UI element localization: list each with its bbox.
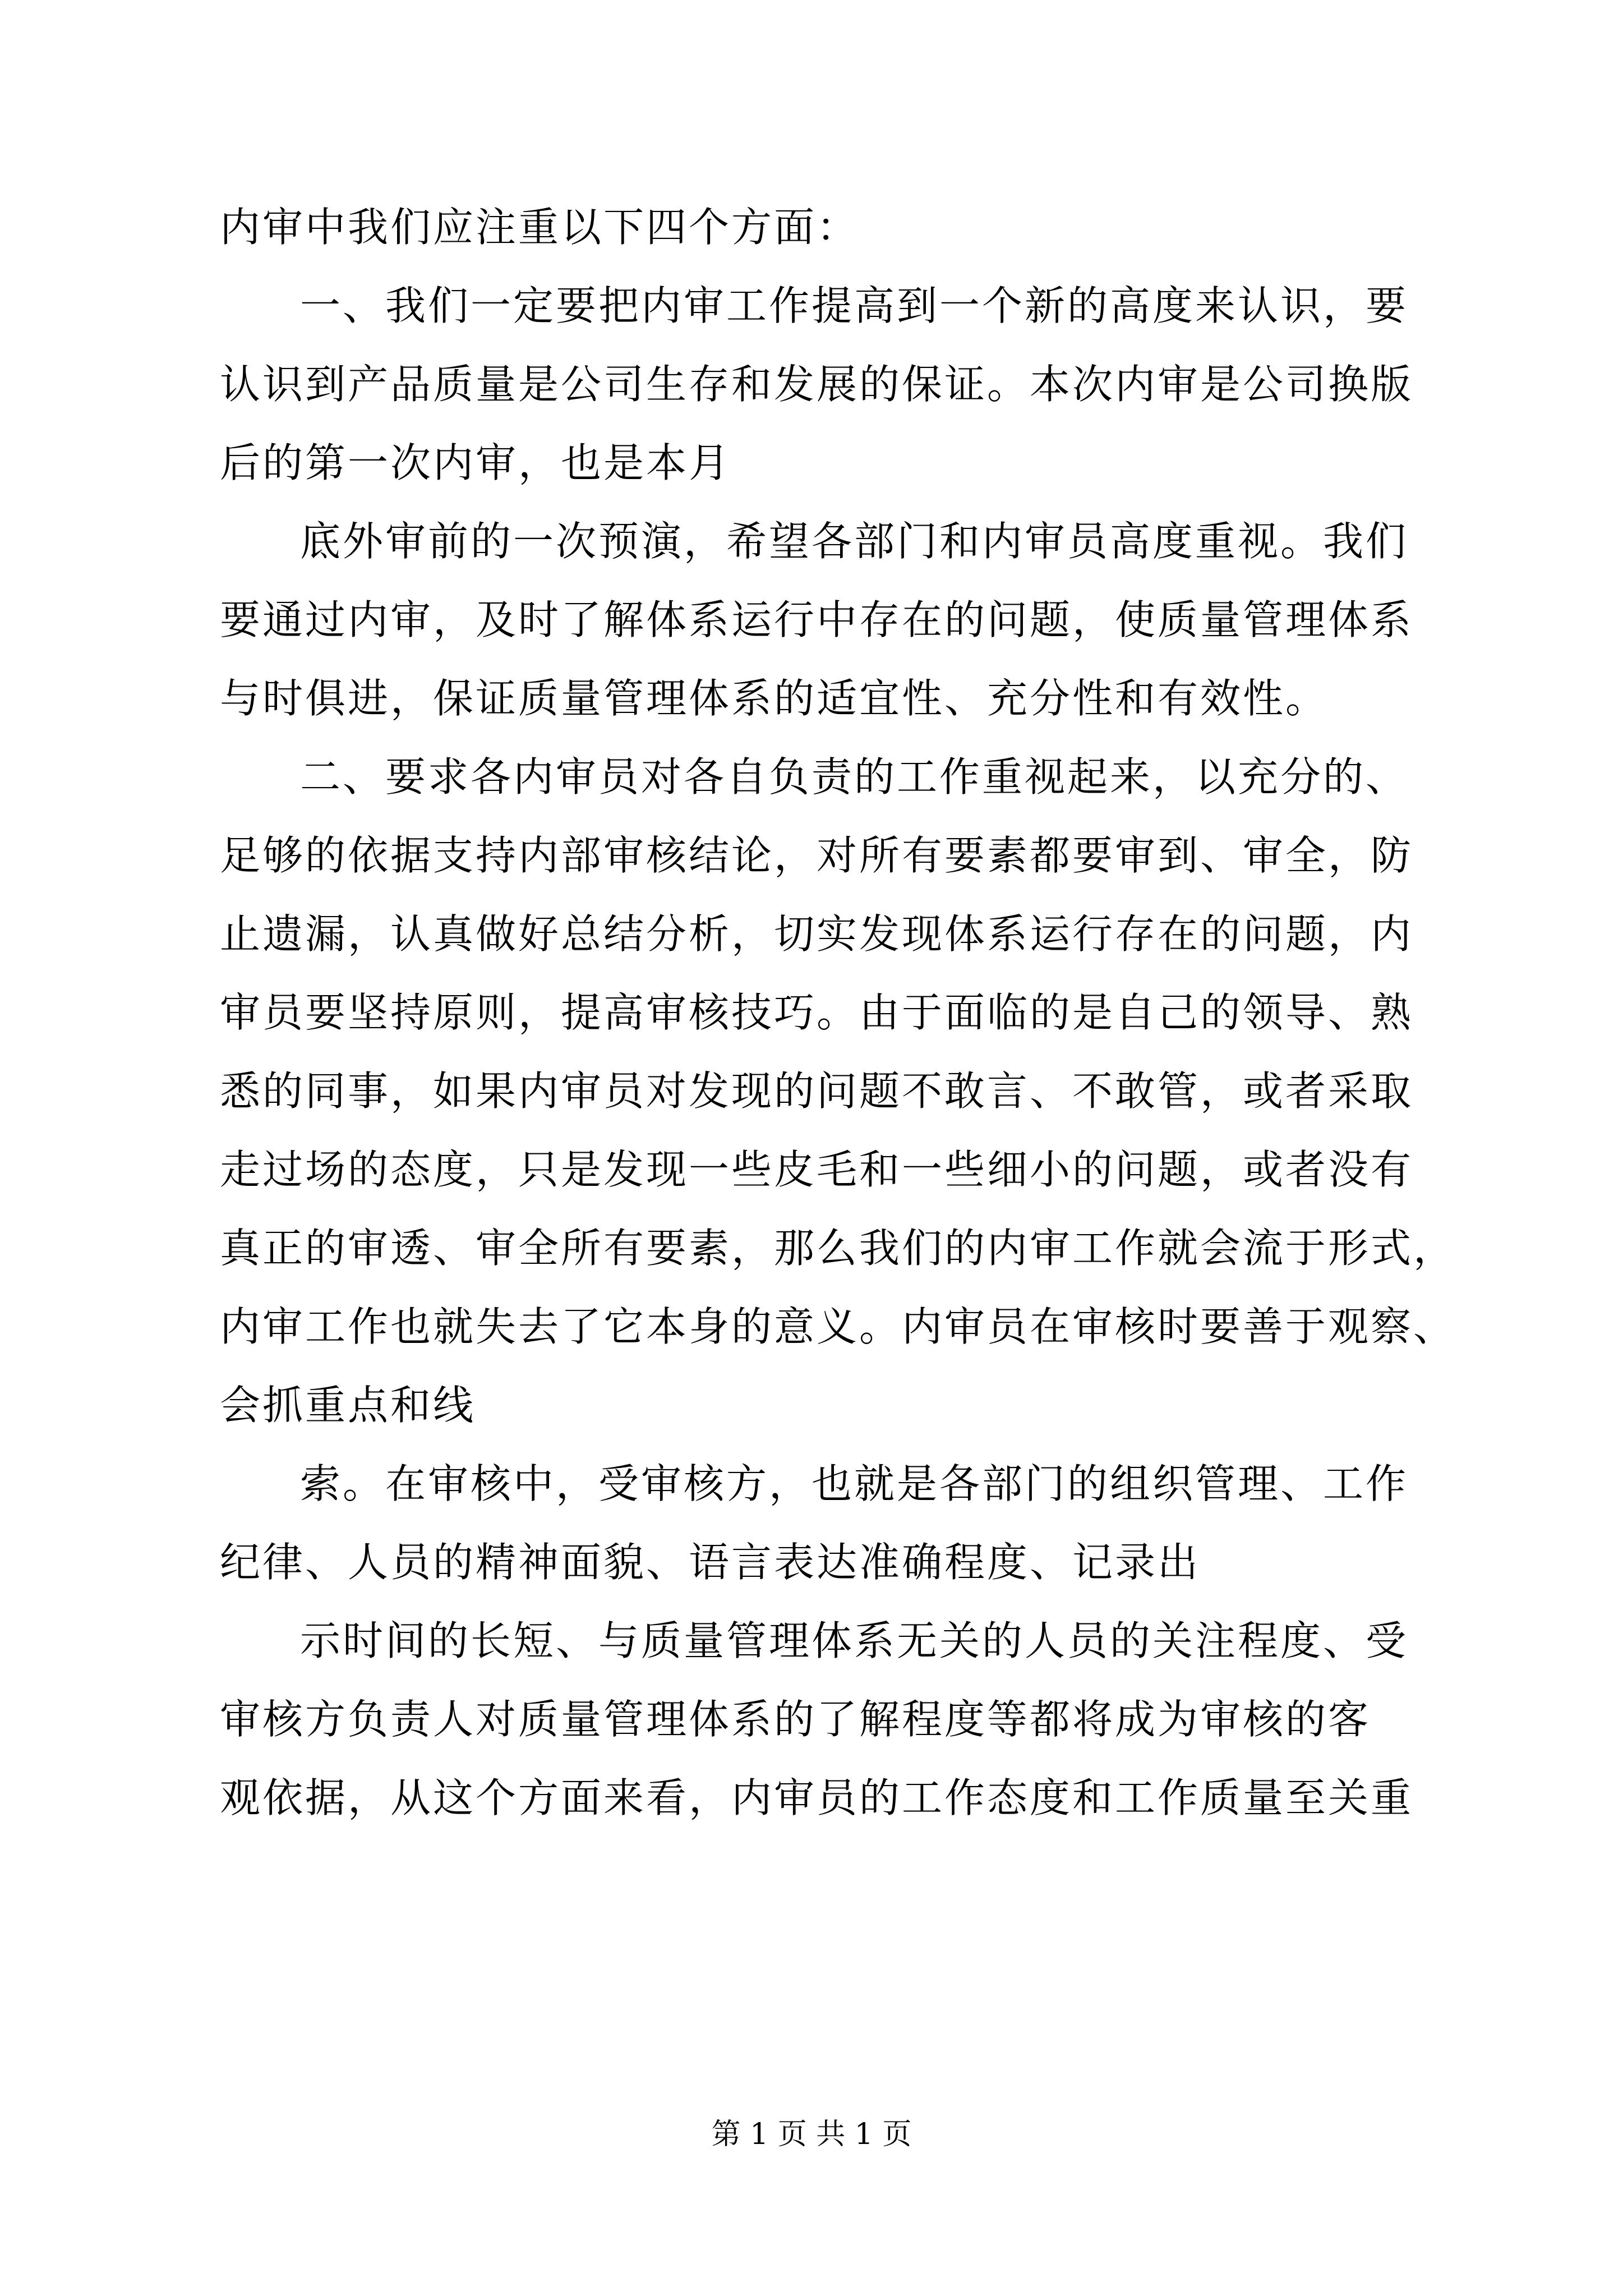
text-line: 后的第一次内审，也是本月 bbox=[220, 439, 732, 486]
text-line: 内审中我们应注重以下四个方面： bbox=[220, 204, 860, 251]
text-line: 认识到产品质量是公司生存和发展的保证。本次内审是公司换版 bbox=[220, 361, 1414, 408]
text-line: 示时间的长短、与质量管理体系无关的人员的关注程度、受 bbox=[300, 1617, 1409, 1664]
text-line: 索。在审核中，受审核方，也就是各部门的组织管理、工作 bbox=[300, 1460, 1409, 1507]
text-line: 会抓重点和线 bbox=[220, 1382, 476, 1429]
document-body bbox=[220, 188, 1456, 1837]
text-line: 审员要坚持原则，提高审核技巧。由于面临的是自己的领导、熟 bbox=[220, 989, 1414, 1036]
text-line: 止遗漏，认真做好总结分析，切实发现体系运行存在的问题，内 bbox=[220, 910, 1414, 958]
text-line: 观依据，从这个方面来看，内审员的工作态度和工作质量至关重 bbox=[220, 1774, 1414, 1821]
page-number-footer: 第 1 页 共 1 页 bbox=[711, 2118, 912, 2151]
text-line: 一、我们一定要把内审工作提高到一个新的高度来认识，要 bbox=[300, 282, 1409, 329]
text-line: 悉的同事，如果内审员对发现的问题不敢言、不敢管，或者采取 bbox=[220, 1068, 1414, 1115]
text-line: 底外审前的一次预演，希望各部门和内审员高度重视。我们 bbox=[300, 518, 1409, 565]
text-line: 二、要求各内审员对各自负责的工作重视起来，以充分的、 bbox=[300, 753, 1409, 800]
text-line: 审核方负责人对质量管理体系的了解程度等都将成为审核的客 bbox=[220, 1696, 1371, 1743]
text-line: 足够的依据支持内部审核结论，对所有要素都要审到、审全，防 bbox=[220, 832, 1414, 879]
text-line: 真正的审透、审全所有要素，那么我们的内审工作就会流于形式， bbox=[220, 1225, 1456, 1272]
text-line: 与时俱进，保证质量管理体系的适宜性、充分性和有效性。 bbox=[220, 675, 1329, 722]
text-line: 纪律、人员的精神面貌、语言表达准确程度、记录出 bbox=[220, 1539, 1201, 1586]
text-line: 走过场的态度，只是发现一些皮毛和一些细小的问题，或者没有 bbox=[220, 1146, 1414, 1193]
text-line: 内审工作也就失去了它本身的意义。内审员在审核时要善于观察、 bbox=[220, 1303, 1456, 1350]
text-line: 要通过内审，及时了解体系运行中存在的问题，使质量管理体系 bbox=[220, 596, 1414, 643]
